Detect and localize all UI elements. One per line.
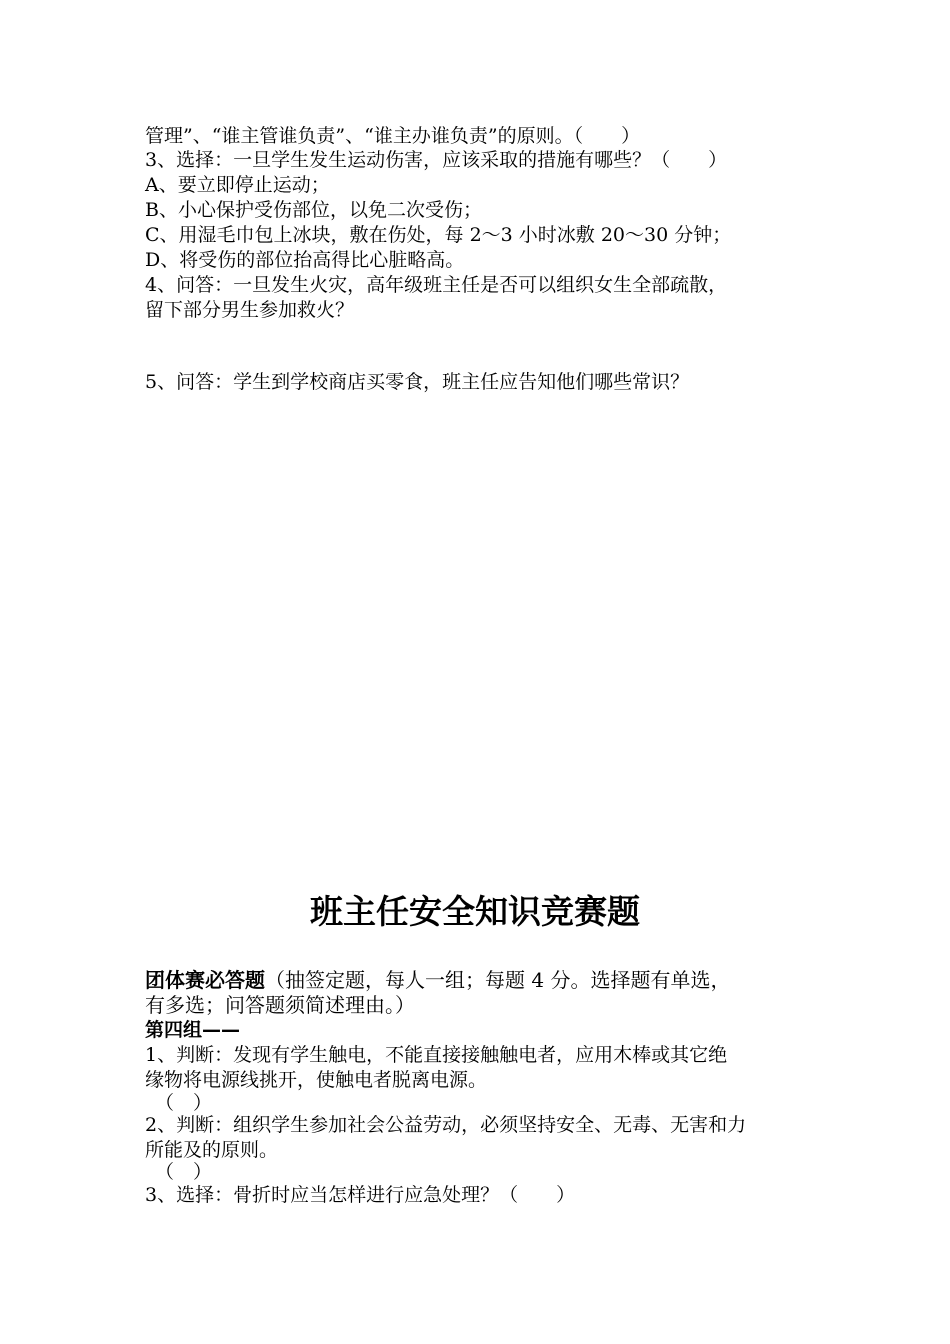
question-4-line-2: 留下部分男生参加救火？	[145, 299, 355, 321]
team-question-3: 3、选择：骨折时应当怎样进行应急处理？（ ）	[145, 1184, 576, 1206]
group-heading: 第四组——	[145, 1019, 241, 1041]
option-d: D、将受伤的部位抬高得比心脏略高。	[145, 249, 465, 271]
answer-paren-2: （ ）	[155, 1161, 213, 1183]
intro-text: （抽签定题，每人一组；每题 4 分。选择题有单选，	[265, 968, 731, 992]
team-question-2-line-2: 所能及的原则。	[145, 1139, 279, 1161]
intro-line-1	[145, 968, 815, 992]
team-question-1-line-2: 缘物将电源线挑开，使触电者脱离电源。	[145, 1069, 488, 1091]
intro-line-2: 有多选；问答题须简述理由。）	[145, 993, 415, 1017]
question-3: 3、选择：一旦学生发生运动伤害，应该采取的措施有哪些？（ ）	[145, 149, 728, 171]
option-a: A、要立即停止运动；	[145, 174, 330, 196]
page-title: 班主任安全知识竞赛题	[310, 892, 640, 931]
answer-paren-1: （ ）	[155, 1092, 213, 1114]
question-4-line-1: 4、问答：一旦发生火灾，高年级班主任是否可以组织女生全部疏散，	[145, 274, 728, 296]
team-question-1-line-1: 1、判断：发现有学生触电，不能直接接触触电者，应用木棒或其它绝	[145, 1044, 728, 1066]
question-5: 5、问答：学生到学校商店买零食，班主任应告知他们哪些常识？	[145, 371, 690, 393]
option-b: B、小心保护受伤部位，以免二次受伤；	[145, 199, 482, 221]
question-2-continuation: 管理”、“谁主管谁负责”、“谁主办谁负责”的原则。（ ）	[145, 125, 641, 147]
option-c: C、用湿毛巾包上冰块，敷在伤处，每 2～3 小时冰敷 20～30 分钟；	[145, 224, 732, 246]
intro-bold-label: 团体赛必答题	[145, 968, 265, 992]
team-question-2-line-1: 2、判断：组织学生参加社会公益劳动，必须坚持安全、无毒、无害和力	[145, 1114, 747, 1136]
